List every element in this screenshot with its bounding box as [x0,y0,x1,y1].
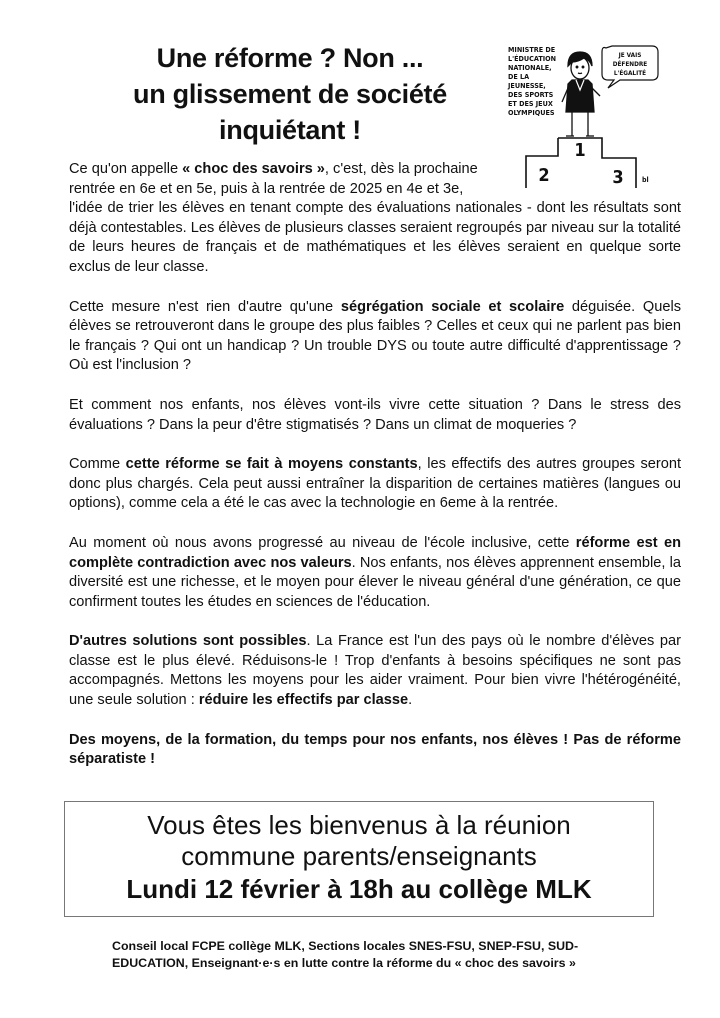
podium-1: 1 [574,140,586,161]
p1-text-c: , c'est, dès la prochaine [324,161,478,177]
podium-3: 3 [612,167,624,188]
p2-bold-segregation: ségrégation sociale et scolaire [340,298,565,315]
article-body [69,160,681,790]
speech-bubble [602,46,658,88]
p1-text-a: Ce qu'on appelle [69,161,183,177]
paragraph-2 [69,298,681,376]
p5-text-a: Au moment où nous avons progressé au niveau de l'école inclusive, cette [69,534,576,551]
cartoon-caption-line: L'ÉDUCATION [508,54,557,63]
p2-text-c: déguisée. Quels élèves se retrouveront dans le groupe des plus faibles ? Celles et ceux qui ne parlent pas bien le français ? Qui ont un handicap ? Un trouble DYS ou toute autre difficulté d'apprentissage ? Où est l'inclusion ? [69,298,682,374]
p6-text-d: . [408,692,413,709]
title-line-1: Une réforme ? Non ... [156,43,424,73]
cartoonist-signature: bl [642,176,649,184]
invitation-line-2: commune parents/enseignants [181,841,537,871]
invitation-date-line: Lundi 12 février à 18h au collège MLK [126,874,592,904]
p6-bold-solutions: D'autres solutions sont possibles [69,633,307,650]
p1-bold-choc-des-savoirs: « choc des savoirs » [182,161,325,177]
bubble-line: DÉFENDRE [612,60,648,68]
minister-figure [562,52,600,136]
invitation-line-1: Vous êtes les bienvenus à la réunion [147,810,571,840]
cartoon-caption-line: OLYMPIQUES [508,108,555,117]
cartoon-caption-line: ET DES JEUX [508,99,553,108]
paragraph-7 [69,731,681,770]
paragraph-3: Et comment nos enfants, nos élèves vont-ils vivre cette situation ? Dans le stress des évaluations ? Dans la peur d'être stigmatisés ? Dans un climat de moqueries ? [69,396,681,433]
cartoon-caption-line: DES SPORTS [508,90,554,99]
p1-opening [69,160,681,180]
bubble-line: L'ÉGALITÉ [613,69,647,77]
p4-text-a: Comme [69,456,126,473]
cartoon-caption-line: DE LA [508,72,530,81]
p5-text-c: . Nos enfants, nos élèves apprennent ensemble, la diversité est une richesse, et le moyen pour élever le niveau général d'une génération, ce que confirment toutes les études en sciences de l'éducation. [69,554,681,610]
p6-text-b: . La France est l'un des pays où le nombre d'élèves par classe est le plus élevé. Réduisons-le ! Trop d'enfants à besoins spécifiques ne sont pas accompagnés. Mettons les moyens pour les aider vraiment. Pour bien vivre l'hétérogénéité, une seule solution : [69,633,681,709]
page-title [100,40,480,148]
p1-text-e: l'idée de trier les élèves en tenant compte des évaluations nationales - dont les résultats sont déjà contestables. Les élèves de plusieurs classes seraient regroupés par niveau sur la totalité de leurs heures de français et de mathématiques et les élèves seraient en quelque sorte exclus de leur classe. [69,200,681,275]
title-line-3: inquiétant ! [219,115,361,145]
p7-bold-conclusion: Des moyens, de la formation, du temps pour nos enfants, nos élèves ! Pas de réforme séparatiste ! [69,731,681,768]
p6-bold-reduire: réduire les effectifs par classe [198,692,409,709]
cartoon-caption-line: MINISTRE DE [508,45,556,54]
cartoon-caption-line: JEUNESSE, [508,81,546,90]
paragraph-1 [69,160,681,278]
signatories-footer: Conseil local FCPE collège MLK, Sections locales SNES-FSU, SNEP-FSU, SUD-EDUCATION, Enseignant·e·s en lutte contre la réforme du « choc des savoirs » [112,939,579,970]
podium-2: 2 [538,165,550,186]
paragraph-5 [69,534,681,612]
p5-bold-contradiction: réforme est en complète contradiction avec nos valeurs [69,534,681,571]
cartoon-caption-line: NATIONALE, [508,63,552,72]
p2-text-a: Cette mesure n'est rien d'autre qu'une [69,298,341,315]
paragraph-6 [69,632,681,710]
title-line-2: un glissement de société [133,79,447,109]
p4-text-c: , les effectifs des autres groupes seront donc plus chargés. Cela peut aussi entraîner la disparition de certaines matières (langues ou options), comme cela a été le cas avec la technologie en 6eme à la rentrée. [69,456,682,512]
p1-line-2: rentrée en 6e et en 5e, puis à la rentrée de 2025 en 4e et 3e, [69,180,464,197]
paragraph-4 [69,455,681,514]
bubble-line: JE VAIS [618,51,642,59]
meeting-invitation-box [64,801,654,917]
p4-bold-moyens-constants: cette réforme se fait à moyens constants [125,456,418,473]
